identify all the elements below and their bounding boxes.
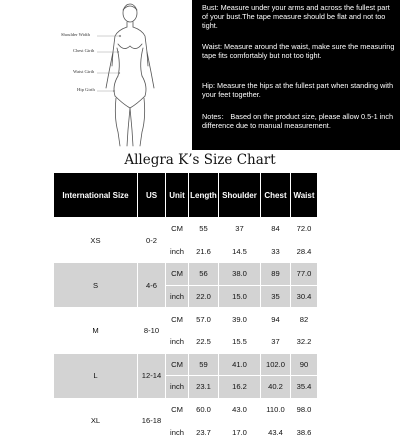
table-header-row — [54, 173, 318, 218]
chest-cell: 33 — [261, 240, 291, 263]
us-size-cell: 0-2 — [138, 218, 166, 263]
length-cell: 57.0 — [189, 308, 219, 331]
waist-cell: 82 — [291, 308, 318, 331]
length-cell: 23.1 — [189, 376, 219, 399]
shoulder-cell: 43.0 — [219, 398, 261, 421]
unit-cell: CM — [166, 353, 189, 376]
header-unit: Unit — [166, 173, 189, 218]
us-size-cell: 4-6 — [138, 263, 166, 308]
unit-cell: inch — [166, 330, 189, 353]
intl-size-cell: XL — [54, 398, 138, 443]
shoulder-cell: 37 — [219, 218, 261, 241]
chest-cell: 35 — [261, 285, 291, 308]
unit-cell: inch — [166, 240, 189, 263]
shoulder-cell: 38.0 — [219, 263, 261, 286]
unit-cell: inch — [166, 376, 189, 399]
unit-cell: CM — [166, 308, 189, 331]
table-row — [54, 398, 318, 421]
table-row — [54, 218, 318, 241]
chest-girth-label: Chest Girth — [73, 48, 95, 53]
unit-cell: CM — [166, 263, 189, 286]
us-size-cell: 8-10 — [138, 308, 166, 353]
length-cell: 23.7 — [189, 421, 219, 444]
waist-cell: 32.2 — [291, 330, 318, 353]
header-chest: Chest — [261, 173, 291, 218]
length-cell: 60.0 — [189, 398, 219, 421]
length-cell: 22.5 — [189, 330, 219, 353]
header-shoulder: Shoulder — [219, 173, 261, 218]
waist-note: Waist: Measure around the waist, make sure the measuring tape fits comfortably but not too tight. — [202, 42, 395, 61]
header-length: Length — [189, 173, 219, 218]
us-size-cell: 12-14 — [138, 353, 166, 398]
shoulder-cell: 39.0 — [219, 308, 261, 331]
unit-cell: CM — [166, 398, 189, 421]
table-row — [54, 263, 318, 286]
intl-size-cell: M — [54, 308, 138, 353]
shoulder-cell: 17.0 — [219, 421, 261, 444]
shoulder-cell: 16.2 — [219, 376, 261, 399]
chest-cell: 89 — [261, 263, 291, 286]
unit-cell: inch — [166, 285, 189, 308]
shoulder-width-label: Shoulder Width — [61, 32, 90, 37]
chest-cell: 110.0 — [261, 398, 291, 421]
unit-cell: inch — [166, 421, 189, 444]
waist-cell: 30.4 — [291, 285, 318, 308]
shoulder-cell: 41.0 — [219, 353, 261, 376]
length-cell: 56 — [189, 263, 219, 286]
waist-cell: 98.0 — [291, 398, 318, 421]
us-size-cell: 16-18 — [138, 398, 166, 443]
size-table — [53, 172, 318, 444]
waist-cell: 28.4 — [291, 240, 318, 263]
intl-size-cell: XS — [54, 218, 138, 263]
chest-cell: 37 — [261, 330, 291, 353]
body-measurement-figure — [0, 0, 192, 150]
header-waist: Waist — [291, 173, 318, 218]
hip-girth-label: Hip Girth — [77, 87, 95, 92]
shoulder-cell: 14.5 — [219, 240, 261, 263]
manual-measurement-note: Notes： Based on the product size, please allow 0.5-1 inch difference due to manual measurement. — [202, 112, 394, 131]
chest-cell: 84 — [261, 218, 291, 241]
chest-cell: 94 — [261, 308, 291, 331]
waist-cell: 38.6 — [291, 421, 318, 444]
size-chart-title: Allegra K’s Size Chart — [124, 152, 276, 168]
intl-size-cell: S — [54, 263, 138, 308]
length-cell: 59 — [189, 353, 219, 376]
unit-cell: CM — [166, 218, 189, 241]
length-cell: 22.0 — [189, 285, 219, 308]
bust-note: Bust: Measure under your arms and across the fullest part of your bust.The tape measure should be flat and not too tight. — [202, 3, 390, 31]
chest-cell: 102.0 — [261, 353, 291, 376]
waist-cell: 77.0 — [291, 263, 318, 286]
chest-cell: 40.2 — [261, 376, 291, 399]
measurement-notes-panel — [192, 0, 400, 150]
shoulder-cell: 15.0 — [219, 285, 261, 308]
waist-cell: 90 — [291, 353, 318, 376]
waist-girth-label: Waist Girth — [73, 69, 95, 74]
mannequin-illustration — [0, 0, 192, 150]
length-cell: 55 — [189, 218, 219, 241]
length-cell: 21.6 — [189, 240, 219, 263]
hip-note: Hip: Measure the hips at the fullest part when standing with your feet together. — [202, 81, 394, 100]
table-row — [54, 353, 318, 376]
chest-cell: 43.4 — [261, 421, 291, 444]
table-row — [54, 308, 318, 331]
waist-cell: 35.4 — [291, 376, 318, 399]
header-us: US — [138, 173, 166, 218]
header-international-size: International Size — [54, 173, 138, 218]
waist-cell: 72.0 — [291, 218, 318, 241]
shoulder-cell: 15.5 — [219, 330, 261, 353]
intl-size-cell: L — [54, 353, 138, 398]
